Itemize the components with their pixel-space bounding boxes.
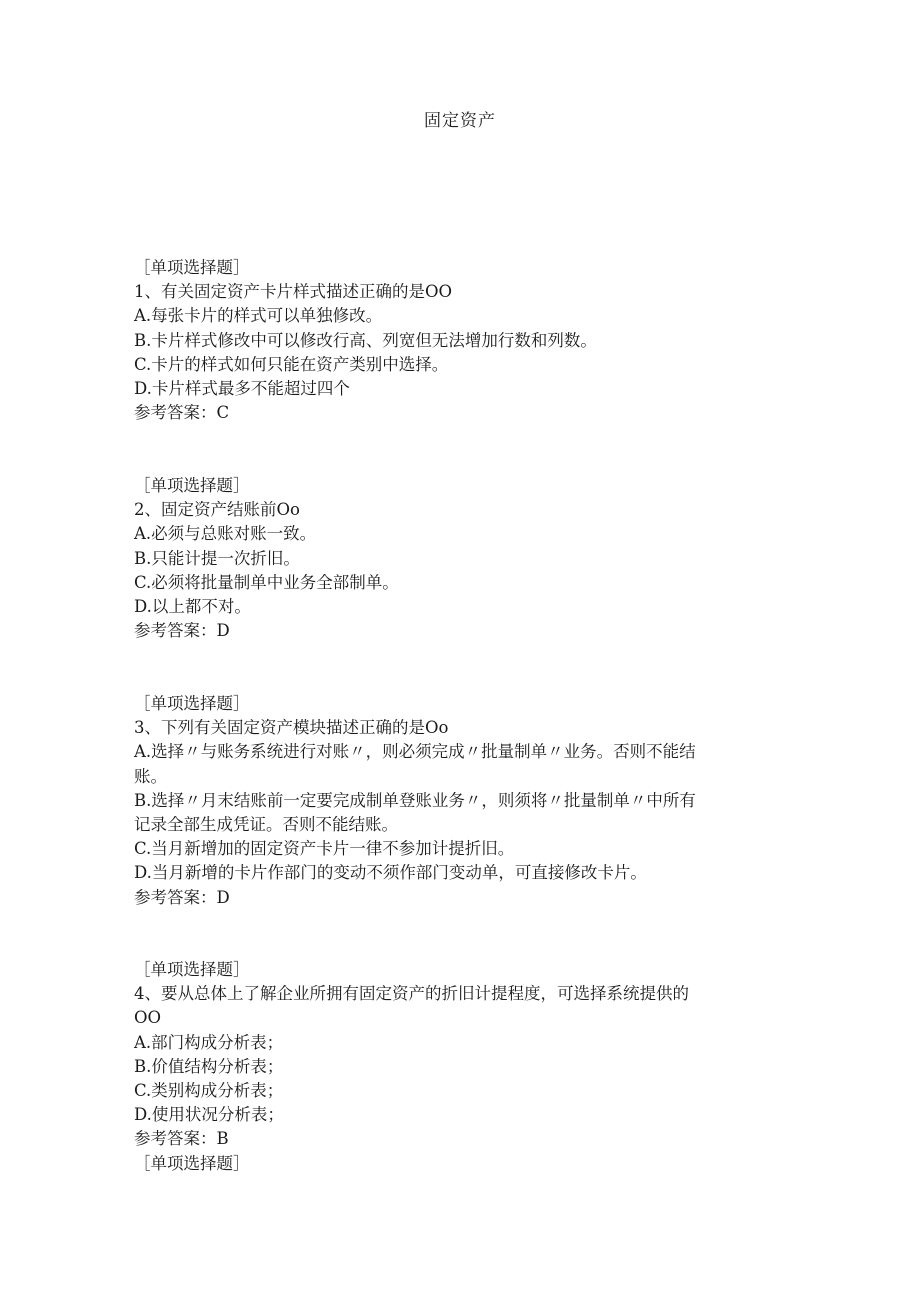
question-4 [134,958,774,1152]
page-title: 固定资产 [424,111,496,131]
reference-answer: 参考答案：C [134,403,230,423]
question-stem: 3、下列有关固定资产模块描述正确的是Oo [134,718,449,738]
reference-answer: 参考答案：D [134,621,230,641]
option-a: A.部门构成分析表； [134,1032,284,1052]
option-a: A.选择〃与账务系统进行对账〃，则必须完成〃批量制单〃业务。否则不能结 [134,742,696,762]
option-b-continued: 记录全部生成凭证。否则不能结账。 [134,815,398,835]
option-d: D.使用状况分析表； [134,1105,284,1125]
reference-answer: 参考答案：B [134,1129,229,1149]
question-type-label: ［单项选择题］ [134,960,250,979]
question-type-label: ［单项选择题］ [134,258,250,277]
option-c: C.卡片的样式如何只能在资产类别中选择。 [134,354,449,374]
question-2 [134,474,774,643]
question-1 [134,256,774,425]
option-b: B.只能计提一次折旧。 [134,548,300,568]
question-stem: 2、固定资产结账前Oo [134,500,300,520]
question-type-label: ［单项选择题］ [134,694,250,713]
question-stem: 1、有关固定资产卡片样式描述正确的是OO [134,282,453,302]
option-b: B.选择〃月末结账前一定要完成制单登账业务〃，则须将〃批量制单〃中所有 [134,790,696,810]
option-b: B.卡片样式修改中可以修改行高、列宽但无法增加行数和列数。 [134,330,597,350]
option-a-continued: 账。 [134,766,167,786]
option-d: D.以上都不对。 [134,597,251,617]
option-a: A.必须与总账对账一致。 [134,524,317,544]
option-c: C.必须将批量制单中业务全部制单。 [134,572,399,592]
option-c: C.类别构成分析表； [134,1081,284,1101]
option-c: C.当月新增加的固定资产卡片一律不参加计提折旧。 [134,839,515,859]
question-stem-continued: OO [134,1008,162,1028]
question-stem: 4、要从总体上了解企业所拥有固定资产的折旧计提程度，可选择系统提供的 [134,984,689,1004]
option-a: A.每张卡片的样式可以单独修改。 [134,306,383,326]
question-3 [134,692,774,910]
option-b: B.价值结构分析表； [134,1056,284,1076]
option-d: D.当月新增的卡片作部门的变动不须作部门变动单，可直接修改卡片。 [134,863,647,883]
option-d: D.卡片样式最多不能超过四个 [134,379,350,399]
reference-answer: 参考答案：D [134,887,230,907]
question-type-label: ［单项选择题］ [134,476,250,495]
question-5-type-label: ［单项选择题］ [134,1154,250,1173]
